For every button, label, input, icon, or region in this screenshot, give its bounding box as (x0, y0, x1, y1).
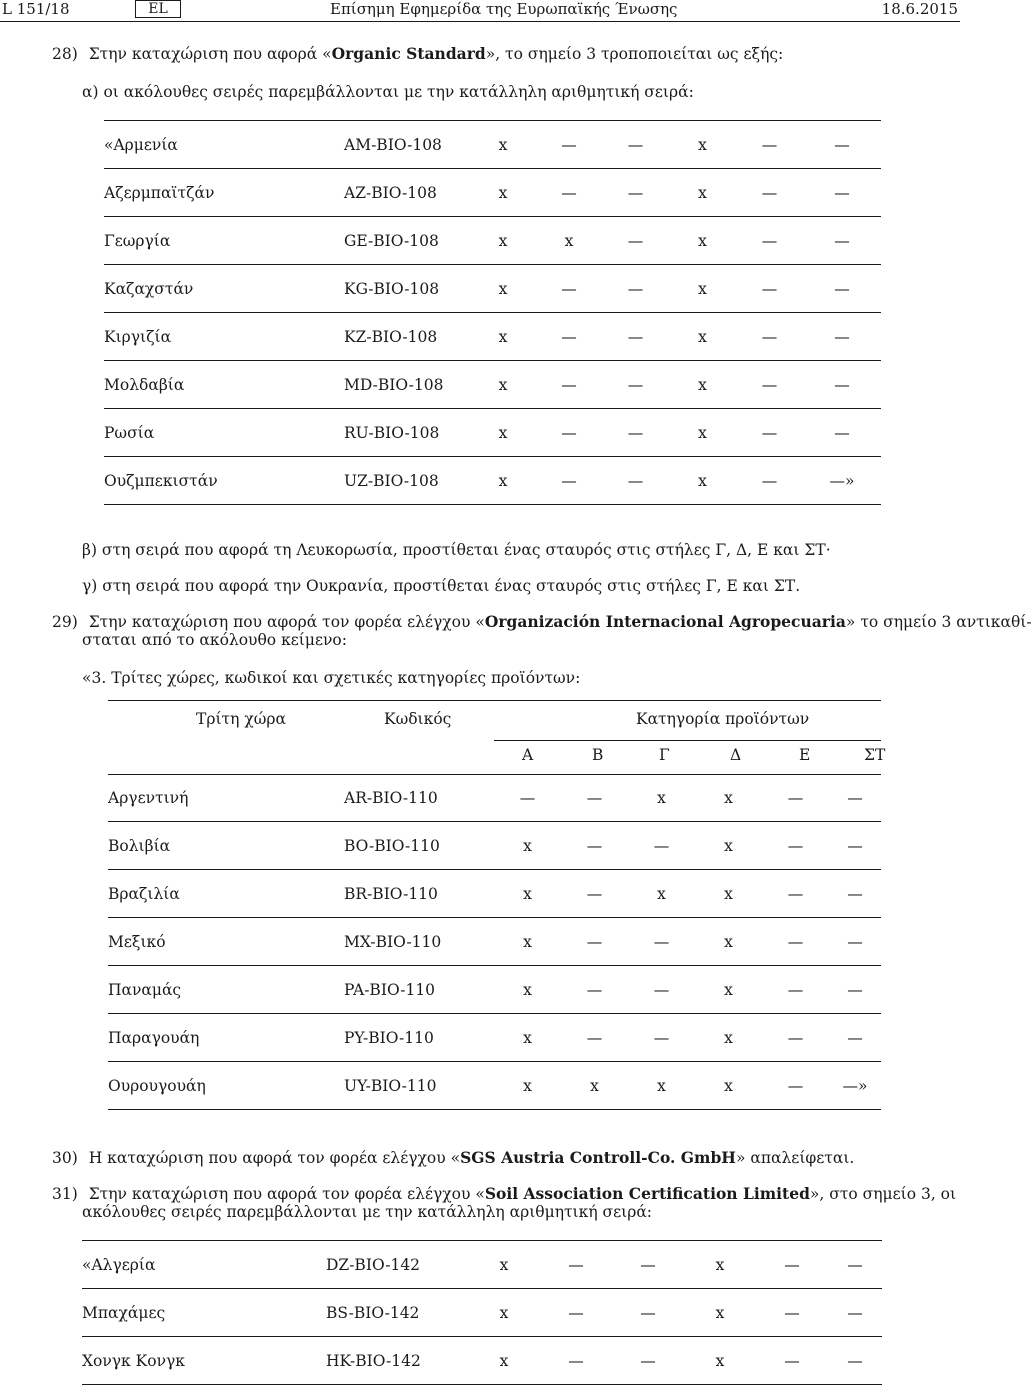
category-cell: x (468, 1337, 540, 1385)
category-cell: — (561, 918, 628, 966)
category-cell: — (756, 1289, 828, 1337)
category-cell: — (536, 121, 602, 169)
category-cell: — (540, 1241, 612, 1289)
category-cell: — (762, 1062, 829, 1110)
table-row (108, 1062, 881, 1110)
cat-c: Γ (659, 746, 670, 764)
category-cell: x (470, 217, 536, 265)
item-29-intro: «3. Τρίτες χώρες, κωδικοί και σχετικές κατηγορίες προϊόντων: (82, 669, 581, 687)
item-29-pre: Στην καταχώριση που αφορά τον φορέα ελέγχου « (88, 613, 485, 631)
item-28 (52, 44, 783, 64)
category-cell: — (829, 822, 881, 870)
category-cell: — (828, 1241, 882, 1289)
category-cell: — (561, 774, 628, 822)
code-cell: KZ-BIO-108 (344, 313, 470, 361)
category-cell: — (803, 169, 881, 217)
country-cell: Ουρουγουάη (108, 1062, 344, 1110)
category-cell: — (561, 1014, 628, 1062)
category-cell: — (803, 121, 881, 169)
category-cell: x (628, 774, 695, 822)
category-cell: x (669, 265, 736, 313)
category-cell: x (628, 1062, 695, 1110)
cat-d: Δ (730, 746, 742, 764)
item-31-post: », στο σημείο 3, οι (809, 1185, 957, 1203)
country-cell: Μεξικό (108, 918, 344, 966)
category-cell: — (536, 313, 602, 361)
category-cell: x (470, 313, 536, 361)
country-cell: Παραγουάη (108, 1014, 344, 1062)
table-31 (82, 1240, 882, 1385)
country-cell: «Αλγερία (82, 1241, 326, 1289)
header-rule-mid (494, 740, 881, 741)
cat-a: Α (522, 746, 534, 764)
item-28-c: γ) στη σειρά που αφορά την Ουκρανία, προστίθεται ένας σταυρός στις στήλες Γ, Ε και ΣΤ. (82, 577, 801, 595)
head-category: Κατηγορία προϊόντων (636, 710, 810, 728)
category-cell: x (470, 457, 536, 505)
category-cell: — (536, 409, 602, 457)
category-cell: x (494, 966, 561, 1014)
category-cell: — (803, 217, 881, 265)
table-row (104, 217, 881, 265)
category-cell: x (561, 1062, 628, 1110)
category-cell: x (669, 457, 736, 505)
category-cell: — (602, 169, 669, 217)
category-cell: — (829, 870, 881, 918)
category-cell: x (684, 1337, 756, 1385)
item-28-number: 28) (52, 45, 78, 63)
table-row (82, 1337, 882, 1385)
category-cell: x (494, 870, 561, 918)
category-cell: — (803, 265, 881, 313)
category-cell: x (695, 822, 762, 870)
table-row (82, 1241, 882, 1289)
table-row (104, 121, 881, 169)
language-badge: EL (135, 0, 181, 18)
table-row (108, 774, 881, 822)
country-cell: Κιργιζία (104, 313, 344, 361)
category-cell: — (828, 1289, 882, 1337)
category-cell: — (829, 966, 881, 1014)
table-row (108, 1014, 881, 1062)
item-29 (52, 612, 1032, 632)
code-cell: GE-BIO-108 (344, 217, 470, 265)
category-cell: — (829, 774, 881, 822)
category-cell: — (612, 1337, 684, 1385)
country-cell: Γεωργία (104, 217, 344, 265)
code-cell: HK-BIO-142 (326, 1337, 468, 1385)
country-cell: Ρωσία (104, 409, 344, 457)
category-cell: — (602, 265, 669, 313)
category-cell: — (602, 121, 669, 169)
table-row (108, 966, 881, 1014)
category-cell: — (803, 361, 881, 409)
country-cell: Μολδαβία (104, 361, 344, 409)
country-cell: Αζερμπαϊτζάν (104, 169, 344, 217)
table-row (108, 918, 881, 966)
category-cell: — (536, 265, 602, 313)
item-29-line2: σταται από το ακόλουθο κείμενο: (82, 631, 347, 649)
category-cell: x (684, 1241, 756, 1289)
country-cell: Χονγκ Κονγκ (82, 1337, 326, 1385)
item-29-bold: Organización Internacional Agropecuaria (484, 612, 846, 631)
category-cell: x (468, 1289, 540, 1337)
country-cell: Αργεντινή (108, 774, 344, 822)
code-cell: BS-BIO-142 (326, 1289, 468, 1337)
category-cell: — (736, 217, 803, 265)
category-cell: — (494, 774, 561, 822)
category-cell: — (628, 1014, 695, 1062)
cat-e: Ε (799, 746, 811, 764)
item-28-post: », το σημείο 3 τροποποιείται ως εξής: (485, 45, 784, 63)
item-30-number: 30) (52, 1149, 78, 1167)
code-cell: DZ-BIO-142 (326, 1241, 468, 1289)
category-cell: x (695, 1014, 762, 1062)
category-cell: — (602, 313, 669, 361)
category-cell: — (602, 457, 669, 505)
country-cell: Καζαχστάν (104, 265, 344, 313)
category-cell: x (494, 1062, 561, 1110)
code-cell: BR-BIO-110 (344, 870, 494, 918)
category-cell: x (669, 409, 736, 457)
category-cell: x (470, 121, 536, 169)
category-cell: — (561, 822, 628, 870)
item-31-line2: ακόλουθες σειρές παρεμβάλλονται με την κατάλληλη αριθμητική σειρά: (82, 1203, 653, 1221)
table-row (104, 409, 881, 457)
category-cell: x (695, 774, 762, 822)
item-28-b: β) στη σειρά που αφορά τη Λευκορωσία, προστίθεται ένας σταυρός στις στήλες Γ, Δ, Ε και ΣΤ· (82, 541, 831, 559)
category-cell: x (536, 217, 602, 265)
table-row (104, 457, 881, 505)
page-header (0, 0, 960, 22)
category-cell: — (829, 1014, 881, 1062)
item-31-bold: Soil Association Certification Limited (484, 1184, 810, 1203)
category-cell: — (628, 918, 695, 966)
category-cell: — (736, 265, 803, 313)
category-cell: x (695, 966, 762, 1014)
header-rule (0, 21, 960, 22)
item-31-pre: Στην καταχώριση που αφορά τον φορέα ελέγχου « (88, 1185, 485, 1203)
code-cell: PY-BIO-110 (344, 1014, 494, 1062)
category-cell: — (803, 313, 881, 361)
category-cell: x (695, 918, 762, 966)
page-number: L 151/18 (2, 0, 70, 18)
publication-date: 18.6.2015 (881, 0, 958, 18)
code-cell: AR-BIO-110 (344, 774, 494, 822)
category-cell: x (669, 169, 736, 217)
item-28-a: α) οι ακόλουθες σειρές παρεμβάλλονται με την κατάλληλη αριθμητική σειρά: (82, 83, 694, 101)
code-cell: AM-BIO-108 (344, 121, 470, 169)
category-cell: — (736, 313, 803, 361)
country-cell: «Αρμενία (104, 121, 344, 169)
category-cell: x (695, 870, 762, 918)
category-cell: — (762, 1014, 829, 1062)
category-cell: — (602, 217, 669, 265)
item-29-post: » το σημείο 3 αντικαθί- (845, 613, 1032, 631)
journal-title: Επίσημη Εφημερίδα της Ευρωπαϊκής Ένωσης (330, 0, 678, 18)
category-cell: — (736, 457, 803, 505)
category-cell: — (762, 918, 829, 966)
category-cell: x (669, 121, 736, 169)
category-cell: — (762, 774, 829, 822)
code-cell: KG-BIO-108 (344, 265, 470, 313)
item-28-bold: Organic Standard (331, 44, 486, 63)
category-cell: — (612, 1289, 684, 1337)
category-cell: — (628, 966, 695, 1014)
category-cell: x (695, 1062, 762, 1110)
category-cell: — (540, 1337, 612, 1385)
cat-b: Β (592, 746, 604, 764)
category-cell: — (612, 1241, 684, 1289)
category-cell: — (756, 1241, 828, 1289)
category-cell: x (470, 361, 536, 409)
category-cell: — (628, 822, 695, 870)
category-cell: — (540, 1289, 612, 1337)
category-cell: x (494, 1014, 561, 1062)
table-row (104, 169, 881, 217)
table-29 (108, 774, 881, 1110)
code-cell: PA-BIO-110 (344, 966, 494, 1014)
code-cell: MX-BIO-110 (344, 918, 494, 966)
category-cell: x (669, 313, 736, 361)
table-row (104, 361, 881, 409)
item-30 (52, 1148, 854, 1168)
category-cell: x (468, 1241, 540, 1289)
country-cell: Ουζμπεκιστάν (104, 457, 344, 505)
category-cell: — (561, 870, 628, 918)
category-cell: — (736, 409, 803, 457)
header-rule-top (108, 700, 881, 701)
category-cell: —» (803, 457, 881, 505)
category-cell: — (602, 409, 669, 457)
category-cell: — (536, 169, 602, 217)
category-cell: x (684, 1289, 756, 1337)
category-cell: — (762, 822, 829, 870)
country-cell: Παναμάς (108, 966, 344, 1014)
table-row (82, 1289, 882, 1337)
category-cell: — (736, 121, 803, 169)
category-cell: x (470, 169, 536, 217)
code-cell: UZ-BIO-108 (344, 457, 470, 505)
category-cell: x (494, 918, 561, 966)
table-row (104, 313, 881, 361)
table-row (108, 822, 881, 870)
head-country: Τρίτη χώρα (196, 710, 286, 728)
item-30-bold: SGS Austria Controll-Co. GmbH (460, 1148, 736, 1167)
category-cell: — (736, 169, 803, 217)
category-cell: x (628, 870, 695, 918)
item-30-post: » απαλείφεται. (735, 1149, 855, 1167)
item-31-number: 31) (52, 1185, 78, 1203)
category-cell: — (829, 918, 881, 966)
code-cell: RU-BIO-108 (344, 409, 470, 457)
item-28-pre: Στην καταχώριση που αφορά « (88, 45, 332, 63)
code-cell: UY-BIO-110 (344, 1062, 494, 1110)
head-code: Κωδικός (384, 710, 452, 728)
code-cell: MD-BIO-108 (344, 361, 470, 409)
table-row (108, 870, 881, 918)
category-cell: — (536, 457, 602, 505)
category-cell: — (828, 1337, 882, 1385)
category-cell: x (494, 822, 561, 870)
item-29-number: 29) (52, 613, 78, 631)
country-cell: Μπαχάμες (82, 1289, 326, 1337)
code-cell: BO-BIO-110 (344, 822, 494, 870)
category-cell: — (762, 966, 829, 1014)
category-cell: — (803, 409, 881, 457)
category-cell: — (602, 361, 669, 409)
category-cell: — (756, 1337, 828, 1385)
item-30-pre: Η καταχώριση που αφορά τον φορέα ελέγχου « (88, 1149, 461, 1167)
item-31 (52, 1184, 956, 1204)
table-28 (104, 120, 881, 505)
category-cell: — (736, 361, 803, 409)
code-cell: AZ-BIO-108 (344, 169, 470, 217)
table-row (104, 265, 881, 313)
category-cell: —» (829, 1062, 881, 1110)
country-cell: Βραζιλία (108, 870, 344, 918)
category-cell: x (669, 361, 736, 409)
category-cell: — (561, 966, 628, 1014)
country-cell: Βολιβία (108, 822, 344, 870)
category-cell: x (470, 265, 536, 313)
category-cell: x (470, 409, 536, 457)
category-cell: — (536, 361, 602, 409)
category-cell: — (762, 870, 829, 918)
cat-f: ΣΤ (864, 746, 886, 764)
category-cell: x (669, 217, 736, 265)
